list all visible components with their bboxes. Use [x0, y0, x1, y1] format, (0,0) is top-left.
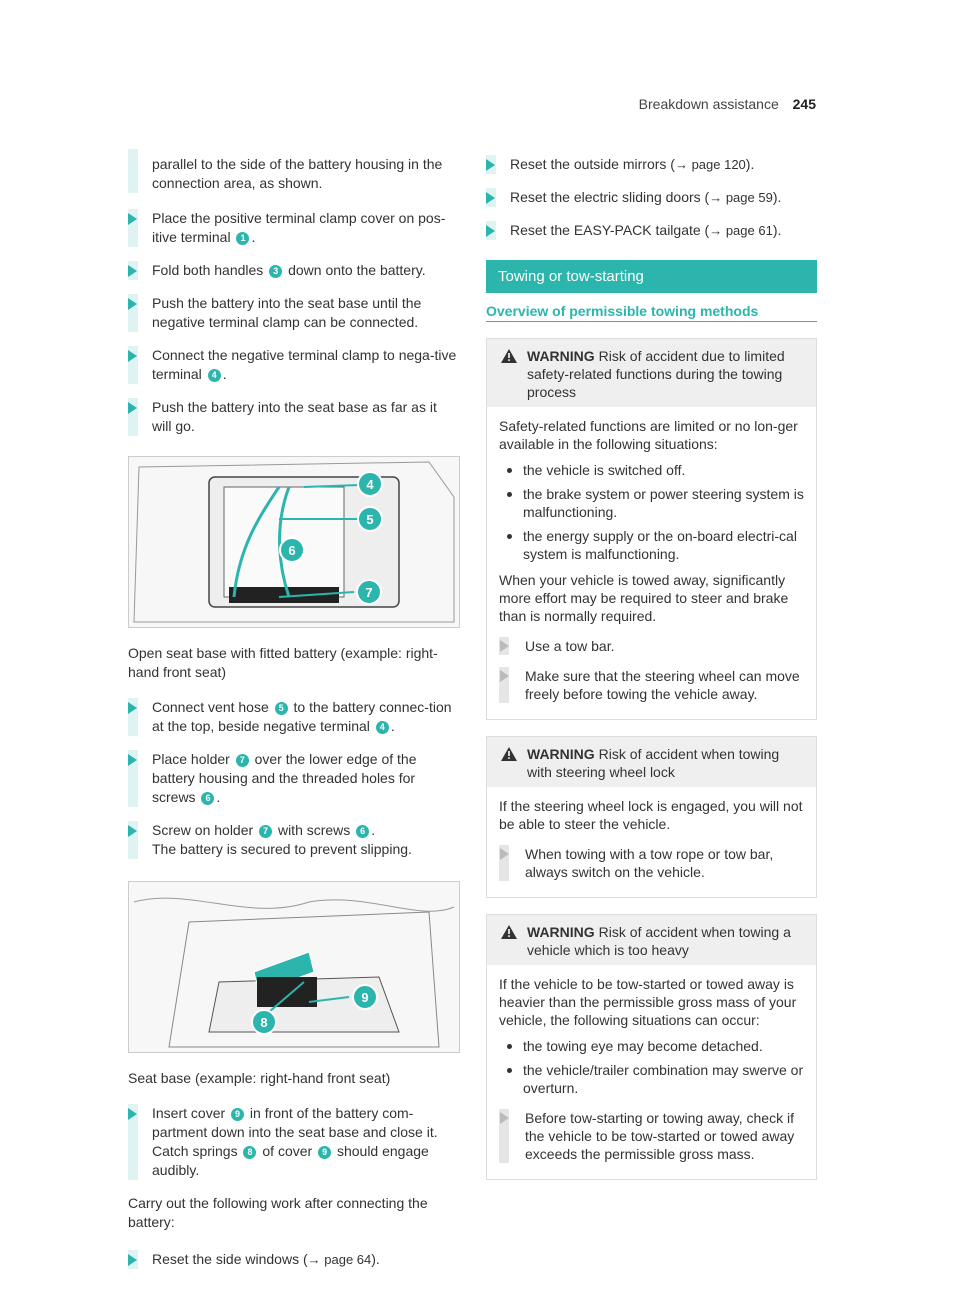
warning-box	[486, 736, 817, 898]
step-arrow-icon	[500, 848, 509, 860]
step-item: Insert cover 9 in front of the battery com-partment down into the seat base and close it. Catch springs 8 of cover 9 should engage audibly.	[128, 1104, 460, 1180]
warning-text: Safety-related functions are limited or no lon-ger available in the following situations:	[499, 418, 798, 452]
figure-label: 8	[260, 1015, 268, 1030]
figure-caption: Seat base (example: right-hand front seat)	[128, 1070, 391, 1086]
step-arrow-icon	[128, 298, 137, 310]
figure-label: 4	[366, 477, 374, 492]
step-arrow-icon	[128, 213, 137, 225]
figure-label: 5	[366, 512, 374, 527]
warning-triangle-icon	[501, 747, 517, 761]
step-arrow-icon	[128, 754, 137, 766]
warning-step: Use a tow bar.	[499, 637, 804, 655]
step-item: Place holder 7 over the lower edge of the battery housing and the threaded holes for screws 6 .	[128, 750, 460, 807]
step-item: Reset the EASY-PACK tailgate (→ page 61).	[486, 221, 817, 240]
bullet-item: the energy supply or the on-board electri-cal system is malfunctioning.	[499, 527, 804, 563]
warning-triangle-icon	[501, 349, 517, 363]
step-item: Push the battery into the seat base as far as it will go.	[128, 398, 460, 436]
step-item: Push the battery into the seat base until the negative terminal clamp can be connected.	[128, 294, 460, 332]
step-item: Connect vent hose 5 to the battery connec-tion at the top, beside negative terminal 4 .	[128, 698, 460, 736]
step-arrow-icon	[500, 670, 509, 682]
figure-label: 9	[361, 990, 369, 1005]
callout-number: 4	[208, 369, 221, 382]
header-section: Breakdown assistance	[638, 96, 779, 112]
right-column	[486, 155, 817, 1196]
warning-title: Risk of accident when towing with steering wheel lock	[527, 746, 780, 780]
callout-number: 3	[269, 265, 282, 278]
left-column	[128, 155, 460, 1283]
callout-number: 7	[236, 754, 249, 767]
step-item: Screw on holder 7 with screws 6 . The battery is secured to prevent slipping.	[128, 821, 460, 859]
step-arrow-icon	[500, 1112, 509, 1124]
callout-number: 9	[318, 1146, 331, 1159]
step-arrow-icon	[128, 702, 137, 714]
step-arrow-icon	[486, 192, 495, 204]
warning-box	[486, 914, 817, 1180]
warning-step: Before tow-starting or towing away, check if the vehicle to be tow-started or towed away exceeds the permissible gross mass.	[499, 1109, 804, 1163]
warning-text: If the vehicle to be tow-started or towed away is heavier than the permissible gross mass of your vehicle, the following situations can occur:	[499, 976, 797, 1028]
step-arrow-icon	[128, 825, 137, 837]
warning-label: WARNING	[527, 746, 595, 762]
step-arrow-icon	[500, 640, 509, 652]
warning-label: WARNING	[527, 924, 595, 940]
callout-number: 5	[275, 702, 288, 715]
warning-step: Make sure that the steering wheel can move freely before towing the vehicle away.	[499, 667, 804, 703]
step-arrow-icon	[128, 1254, 137, 1266]
subsection-title: Overview of permissible towing methods	[486, 293, 817, 322]
battery-illustration	[128, 456, 460, 628]
figure-caption: Open seat base with fitted battery (example: right-hand front seat)	[128, 645, 438, 680]
bullet-item: the towing eye may become detached.	[499, 1037, 804, 1055]
body-paragraph: Carry out the following work after connecting the battery:	[128, 1195, 428, 1230]
figure-label: 6	[288, 543, 296, 558]
step-arrow-icon	[486, 225, 495, 237]
step-item: Fold both handles 3 down onto the battery.	[128, 261, 460, 280]
page-reference-link[interactable]: → page 59	[709, 190, 773, 205]
warning-title: Risk of accident due to limited safety-related functions during the towing process	[527, 348, 785, 400]
callout-number: 8	[243, 1146, 256, 1159]
page-header	[639, 96, 816, 112]
callout-number: 7	[259, 825, 272, 838]
step-item: Reset the electric sliding doors (→ page 59).	[486, 188, 817, 207]
warning-title: Risk of accident when towing a vehicle which is too heavy	[527, 924, 791, 958]
step-item: Place the positive terminal clamp cover on pos-itive terminal 1 .	[128, 209, 460, 247]
callout-number: 6	[356, 825, 369, 838]
warning-step: When towing with a tow rope or tow bar, always switch on the vehicle.	[499, 845, 804, 881]
bullet-item: the brake system or power steering system is malfunctioning.	[499, 485, 804, 521]
warning-triangle-icon	[501, 925, 517, 939]
step-item: Reset the outside mirrors (→ page 120).	[486, 155, 817, 174]
page-reference-link[interactable]: → page 120	[674, 157, 746, 172]
figure-label: 7	[365, 585, 373, 600]
callout-number: 1	[236, 232, 249, 245]
battery-seat-diagram	[129, 457, 459, 627]
callout-number: 9	[231, 1108, 244, 1121]
page-number: 245	[792, 96, 816, 112]
step-arrow-icon	[128, 1108, 137, 1120]
page-reference-link[interactable]: → page 64	[307, 1252, 372, 1267]
seat-base-illustration	[128, 881, 460, 1053]
warning-text: If the steering wheel lock is engaged, you will not be able to steer the vehicle.	[499, 798, 803, 832]
step-arrow-icon	[128, 402, 137, 414]
page-reference-link[interactable]: → page 61	[709, 223, 773, 238]
warning-box	[486, 338, 817, 720]
callout-number: 6	[201, 792, 214, 805]
step-arrow-icon	[128, 265, 137, 277]
continued-step: parallel to the side of the battery housing in the connection area, as shown.	[128, 155, 460, 193]
warning-text: When your vehicle is towed away, significantly more effort may be required to steer and brake than is normally required.	[499, 572, 789, 624]
step-arrow-icon	[128, 350, 137, 362]
callout-number: 4	[376, 721, 389, 734]
seat-base-diagram	[129, 882, 459, 1052]
step-arrow-icon	[486, 159, 495, 171]
bullet-item: the vehicle is switched off.	[499, 461, 804, 479]
step-item: Reset the side windows (→ page 64).	[128, 1250, 460, 1269]
step-item: Connect the negative terminal clamp to nega-tive terminal 4 .	[128, 346, 460, 384]
warning-label: WARNING	[527, 348, 595, 364]
section-title: Towing or tow-starting	[486, 260, 817, 293]
bullet-item: the vehicle/trailer combination may swerve or overturn.	[499, 1061, 804, 1097]
